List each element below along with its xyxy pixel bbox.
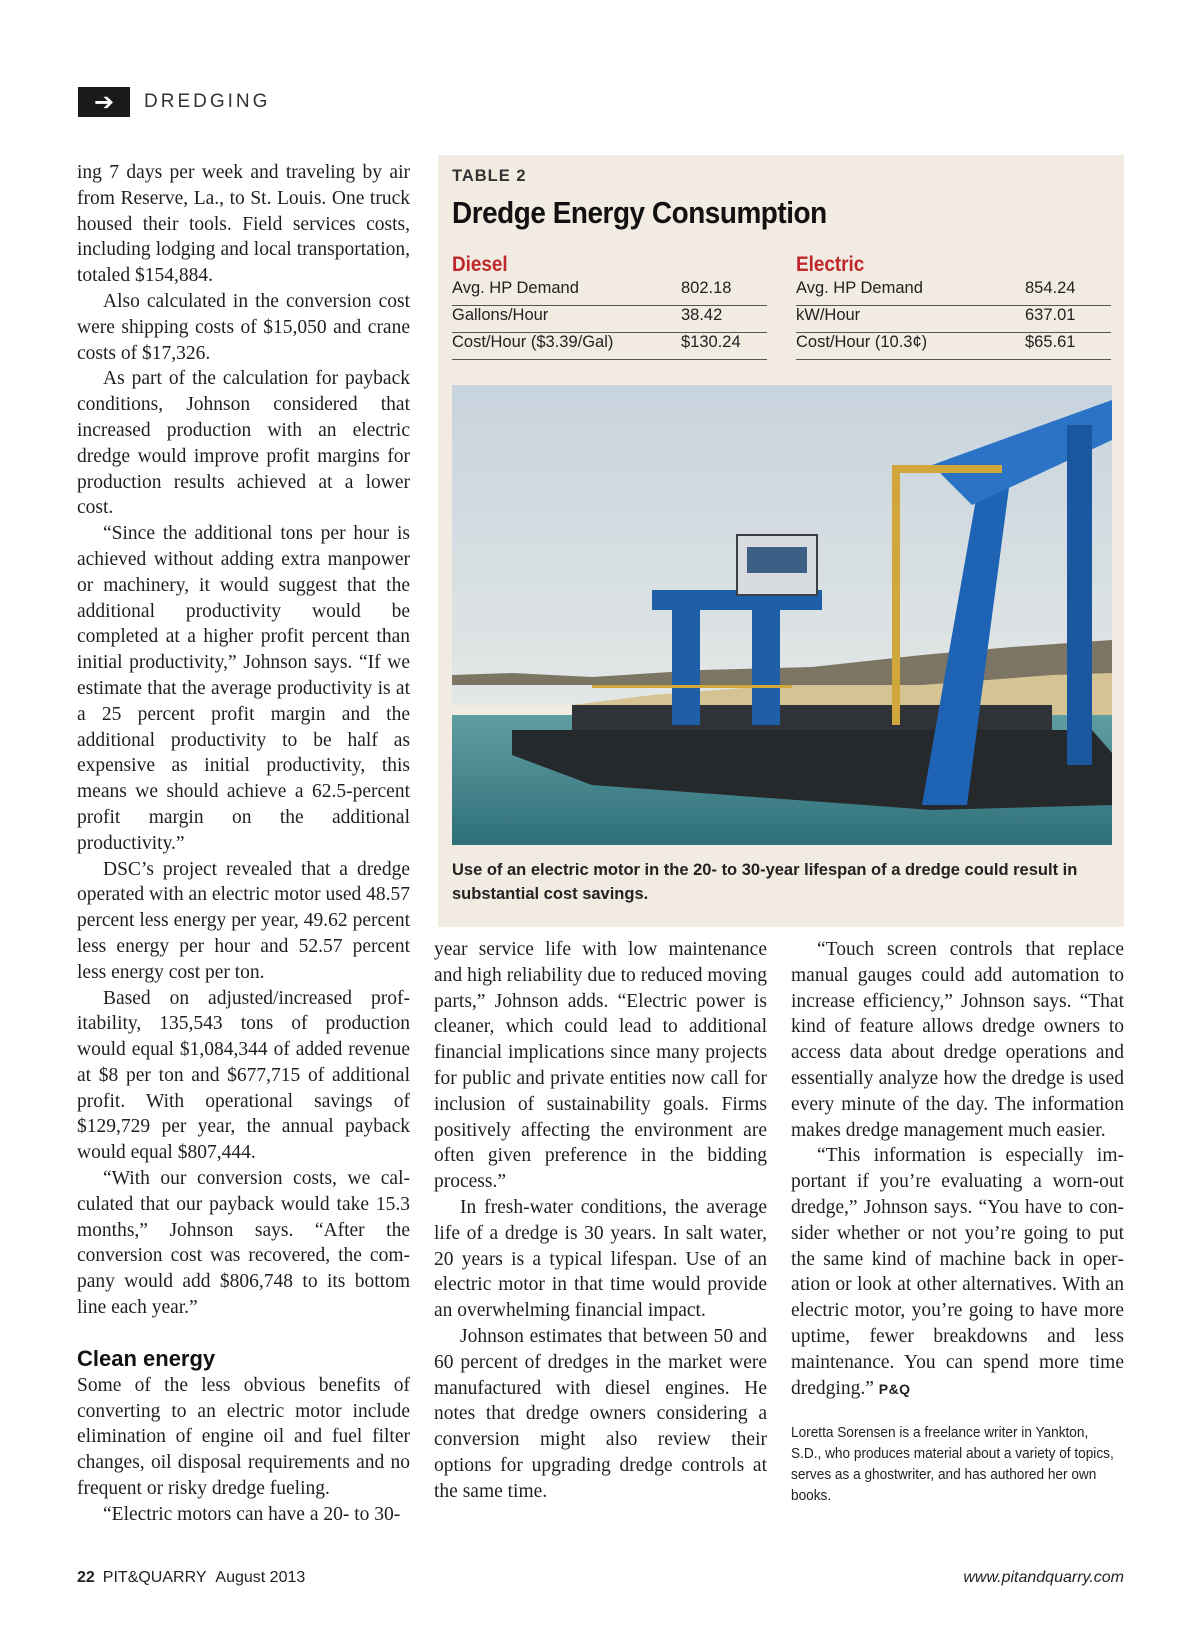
- electric-heading: Electric: [796, 253, 865, 276]
- website-link[interactable]: www.pitandquarry.com: [963, 1569, 1124, 1586]
- paragraph: “Touch screen controls that replace manual gauges could add automation to increase efficiency,” Johnson says. “That kind of feature allows dredge owners to access data about dredge operations and essentially analyze how the dredge is used every minute of the day. The information makes dredge management much easier.: [791, 939, 1124, 1141]
- table-row: [796, 333, 1111, 360]
- row-label: Gallons/Hour: [452, 306, 549, 324]
- table-row: [452, 306, 767, 333]
- photo-crane-mast: [1067, 425, 1092, 765]
- page-footer: [77, 1569, 305, 1587]
- end-sign-off: P&Q: [878, 1380, 911, 1397]
- photo-cab-window: [747, 547, 807, 573]
- table-row: [796, 279, 1111, 306]
- photo-deck: [572, 705, 1052, 730]
- row-label: kW/Hour: [796, 306, 861, 324]
- paragraph-text: “This information is especially important if you’re evaluating a worn-out dredge,” Johnson says. “You have to consider whether or not you’re going to put the same kind of machine back in operation or look at other alternatives. With an electric motor, you’re going to have more uptime, fewer breakdowns and less maintenance. You can spend more time dredging.”: [791, 1145, 1124, 1399]
- paragraph: In fresh-water conditions, the average life of a dredge is 30 years. In salt water, 20 years is a typical lifespan. Use of an electric motor in that time would provide an overwhelming financial impact.: [434, 1196, 767, 1322]
- paragraph: As part of the calculation for payback conditions, Johnson considered that increased production with an electric dredge would improve profit margins for production results achieved at a lower cost.: [77, 368, 410, 519]
- section-label: DREDGING: [144, 91, 271, 112]
- dredge-photo: [452, 385, 1112, 845]
- paragraph: Johnson estimates that between 50 and 60 percent of dredges in the market were manufactured with diesel engines. He notes that dredge owners considering a conversion might also review their options for upgrading dredge controls at the same time.: [434, 1325, 767, 1502]
- page-number: 22: [77, 1569, 95, 1586]
- paragraph: “With our conversion costs, we calculated that our payback would take 15.3 months,” Johnson says. “After the conversion cost was recovered, the company would add $806,748 to its bottom line each year.”: [77, 1168, 410, 1319]
- publication-name: PIT&QUARRY: [102, 1569, 207, 1586]
- photo-yellow-frame: [892, 465, 900, 725]
- row-value: $130.24: [681, 333, 741, 351]
- row-value: 637.01: [1025, 306, 1076, 324]
- table-row: [452, 279, 767, 306]
- table-kicker: TABLE 2: [452, 167, 527, 185]
- section-header: [78, 87, 270, 117]
- table-2-sidebar: [438, 155, 1124, 927]
- paragraph: year service life with low maintenance and high reliability due to reduced moving parts,” Johnson adds. “Electric power is cleaner, which could lead to additional financial implications since many projects for public and private entities now call for inclusion of sustainability goals. Firms positively affecting the environment are often given preference in the bidding process.”: [434, 939, 767, 1193]
- row-label: Cost/Hour (10.3¢): [796, 333, 928, 351]
- row-value: $65.61: [1025, 333, 1076, 351]
- table-row: [452, 333, 767, 360]
- paragraph: “Electric motors can have a 20- to 30-: [103, 1503, 401, 1525]
- photo-yellow-beam: [892, 465, 1002, 473]
- article-column-1: [77, 160, 410, 1528]
- paragraph: Also calculated in the conversion cost were shipping costs of $15,050 and crane costs of $17,326.: [77, 290, 410, 364]
- table-row: [796, 306, 1111, 333]
- table-title: Dredge Energy Consumption: [452, 195, 827, 230]
- paragraph: [791, 1143, 1124, 1401]
- row-value: 854.24: [1025, 279, 1076, 297]
- diesel-table: [452, 251, 767, 360]
- article-column-3: [791, 937, 1124, 1507]
- article-column-2: [434, 937, 767, 1505]
- row-value: 802.18: [681, 279, 732, 297]
- paragraph: ing 7 days per week and traveling by air from Reserve, La., to St. Louis. One truck housed their tools. Field services costs, including lodging and local transportation, totaled $154,884.: [77, 162, 410, 287]
- row-label: Avg. HP Demand: [452, 279, 579, 297]
- photo-frame-right: [752, 610, 780, 725]
- diesel-heading: Diesel: [452, 253, 508, 276]
- paragraph: “Since the additional tons per hour is achieved without adding extra manpower or machinery, it would suggest that the additional productivity would be completed at a higher profit percent than initial productivity,” Johnson says. “If we estimate that the average productivity is at a 25 percent profit margin and the additional productivity to be half as expensive as initial productivity, this means we should achieve a 62.5-percent profit margin on the additional productivity.”: [77, 523, 410, 854]
- row-label: Avg. HP Demand: [796, 279, 923, 297]
- row-value: 38.42: [681, 306, 723, 324]
- photo-railing: [592, 685, 792, 688]
- subhead-clean-energy: Clean energy: [77, 1345, 216, 1371]
- paragraph: DSC’s project revealed that a dredge operated with an electric motor used 48.57 percent less energy per year, 49.62 percent less energy per hour and 52.57 percent less energy cost per ton.: [77, 858, 411, 983]
- row-label: Cost/Hour ($3.39/Gal): [452, 333, 614, 351]
- paragraph: Based on adjusted/increased profitability, 135,543 tons of production would equal $1,084,344 of added revenue at $8 per ton and $677,715 of additional profit. With operational savings of $129,729 per year, the annual payback would equal $807,444.: [77, 987, 410, 1164]
- photo-caption: Use of an electric motor in the 20- to 30-year lifespan of a dredge could result in substantial cost savings.: [452, 861, 1078, 903]
- arrow-right-icon: ➔: [78, 87, 130, 117]
- paragraph: Some of the less obvious benefits of converting to an electric motor include elimination of engine oil and fuel filter changes, oil disposal requirements and no frequent or risky dredge fueling.: [77, 1374, 410, 1500]
- issue-date: August 2013: [215, 1569, 306, 1586]
- electric-table: [796, 251, 1111, 360]
- author-bio: Loretta Sorensen is a freelance writer in Yankton, S.D., who produces material about a variety of topics, serves as a ghostwriter, and has authored her own books.: [791, 1425, 1114, 1505]
- photo-frame-left: [672, 605, 700, 725]
